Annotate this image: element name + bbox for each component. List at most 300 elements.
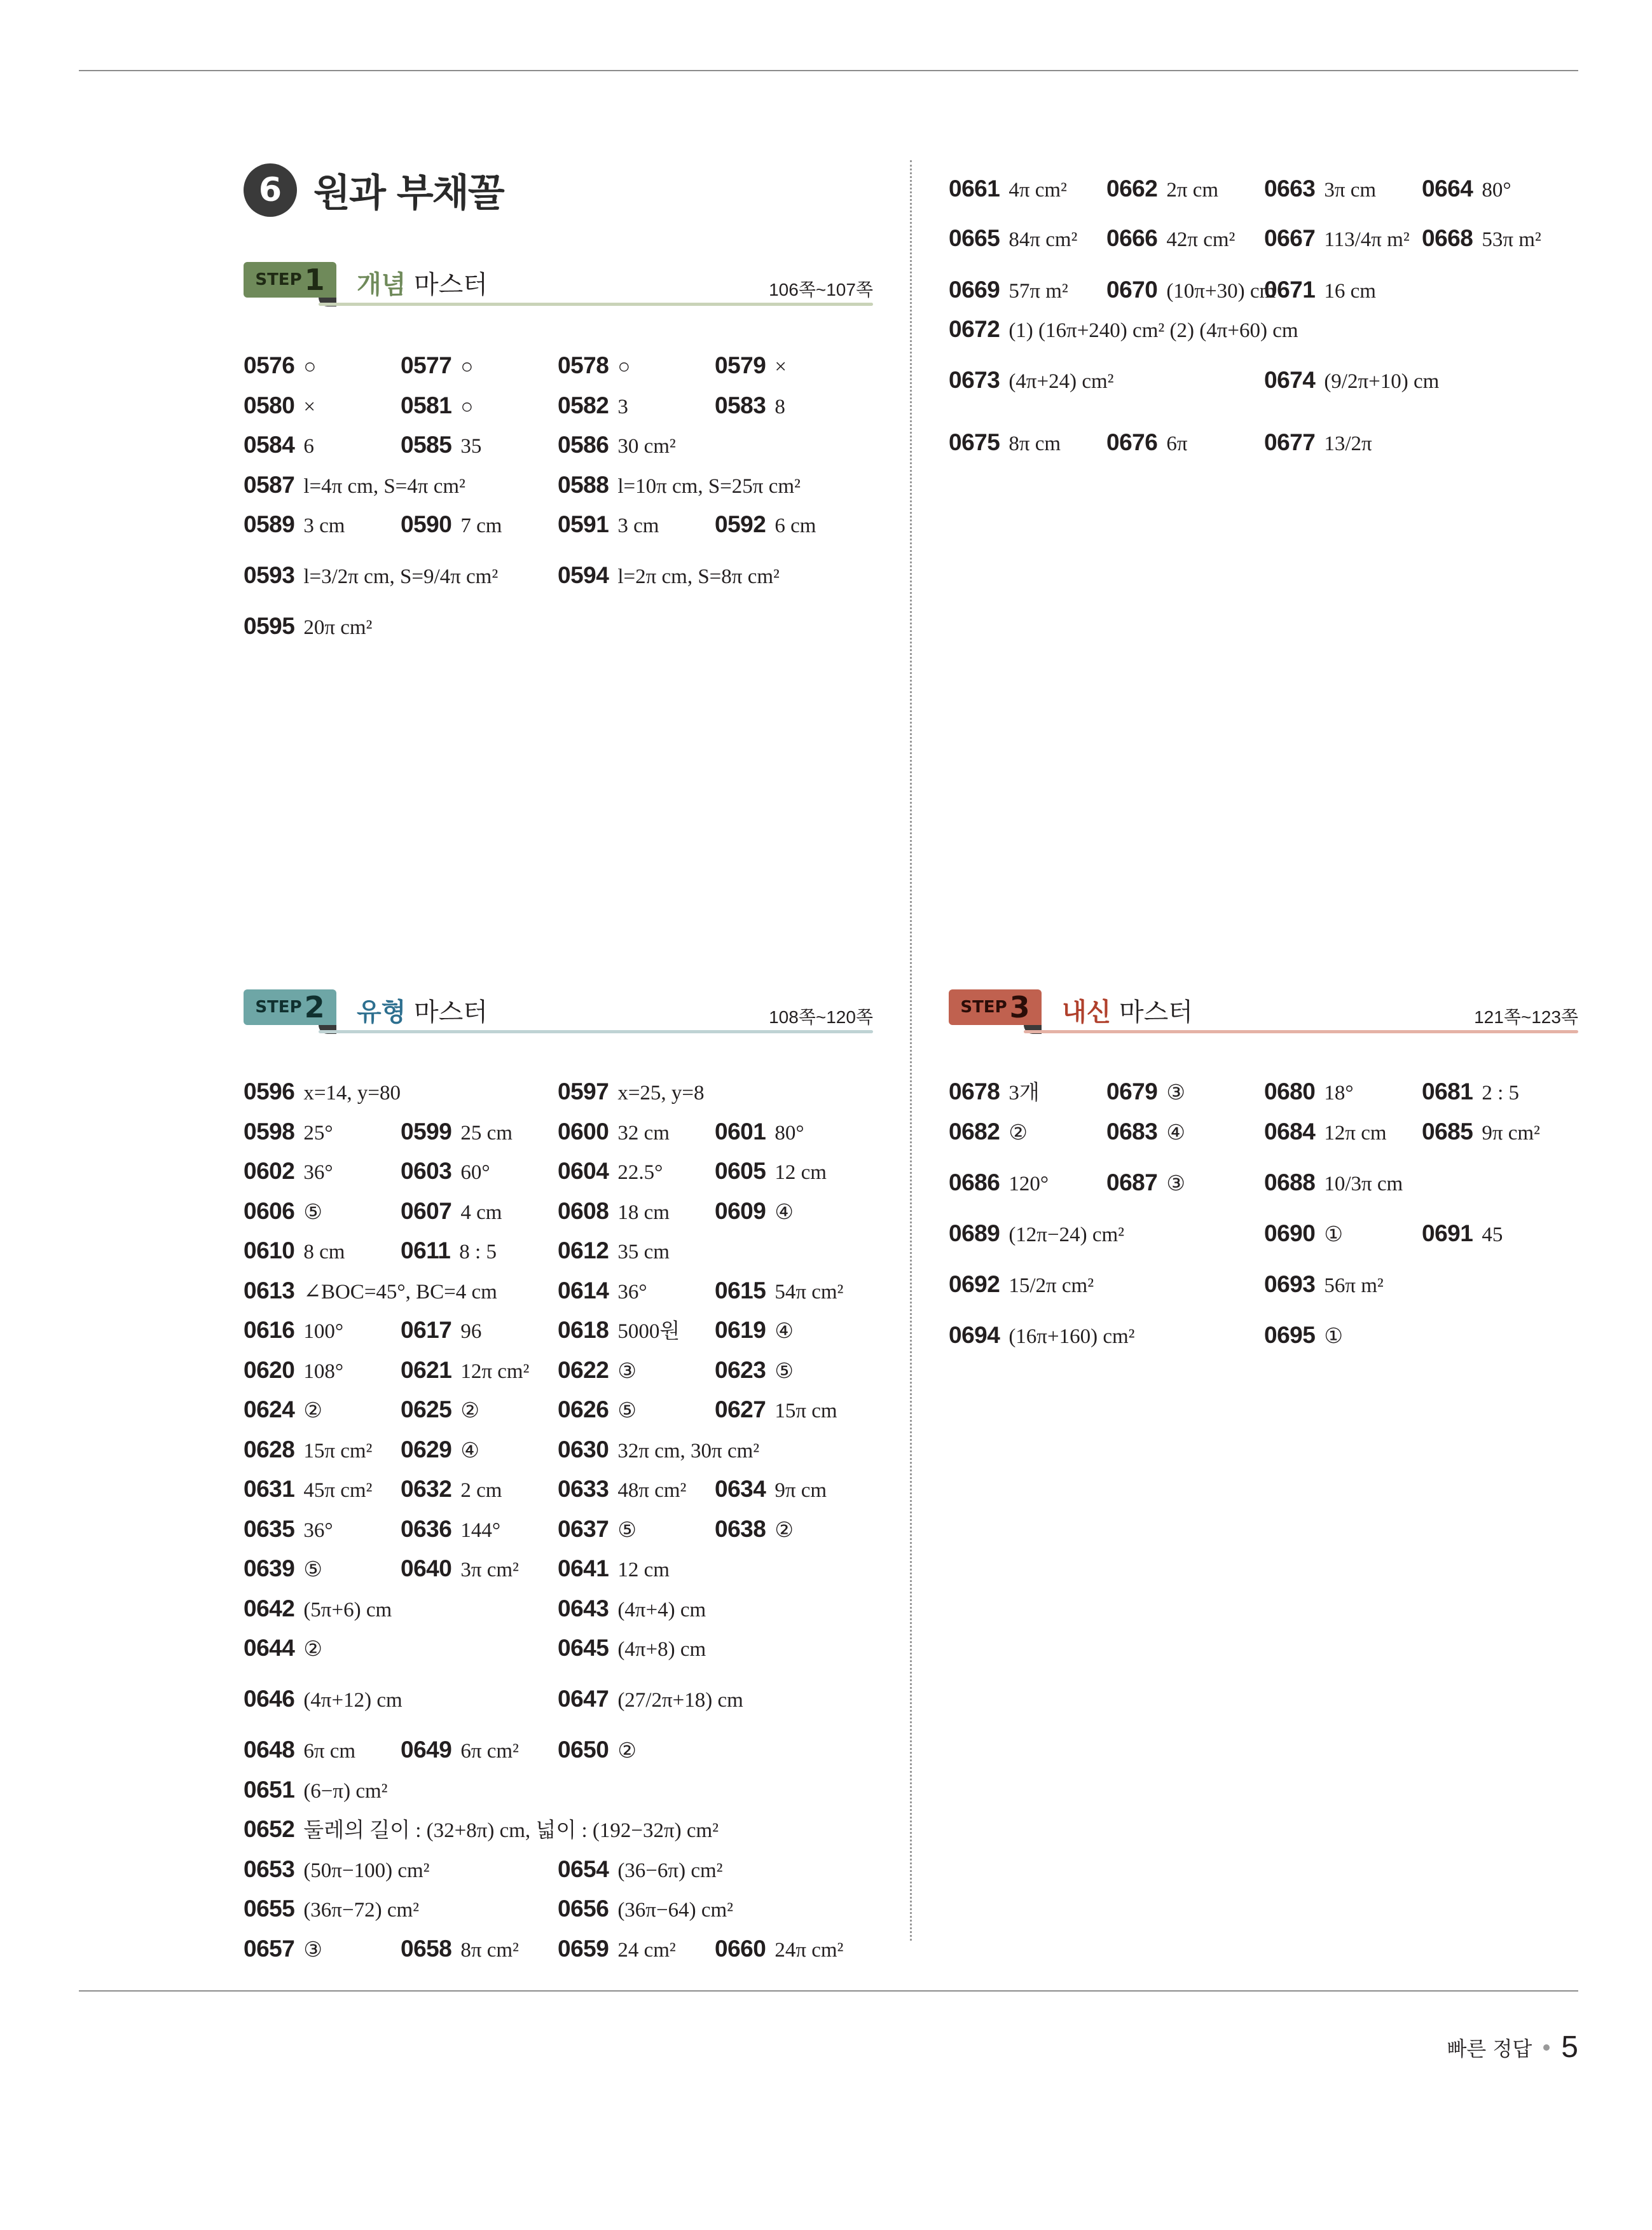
answer-item [558,1686,743,1713]
answer-item [244,1817,719,1843]
answer-item [558,1896,733,1923]
question-number: 0661 [949,176,1000,202]
answer-value: 5000원 [617,1320,680,1343]
answer-value: ③ [1166,1082,1185,1105]
question-number: 0679 [1106,1078,1158,1105]
answer-item [401,1437,479,1464]
answer-item [244,1556,322,1583]
question-number: 0641 [558,1555,609,1581]
answer-item [1264,226,1410,252]
answer-item [244,563,498,589]
question-number: 0689 [949,1220,1000,1246]
answer-item [244,1777,388,1804]
answer-item [1422,1119,1540,1146]
answer-value: 2 : 5 [1482,1082,1519,1105]
answer-item [244,1318,343,1344]
answer-value: ⑤ [617,1400,637,1422]
answer-value: 80° [774,1122,804,1145]
answer-item [1264,1170,1403,1197]
answer-item [949,176,1067,203]
question-number: 0612 [558,1237,609,1263]
step-badge-text: STEP [960,998,1007,1017]
answer-value: 3 cm [303,514,345,537]
question-number: 0663 [1264,176,1316,202]
answer-item [1264,430,1372,457]
question-number: 0646 [244,1686,295,1712]
answer-item [558,1199,670,1225]
answer-item [715,512,816,539]
answer-item [1106,1119,1185,1146]
question-number: 0590 [401,511,452,537]
page-number: 5 [1561,2030,1578,2064]
answer-value: (16π+160) cm² [1008,1325,1135,1348]
answer-value: 84π cm² [1008,228,1078,251]
answer-item [244,432,314,459]
answer-value: x=14, y=80 [303,1082,401,1105]
answer-value: ○ [617,355,631,378]
answer-value: 6π cm² [460,1740,519,1763]
answer-item [1422,226,1541,252]
question-number: 0631 [244,1476,295,1502]
answer-item [1422,176,1511,203]
question-number: 0616 [244,1317,295,1343]
answer-value: ② [617,1740,637,1763]
chapter-heading [244,163,504,217]
question-number: 0660 [715,1936,766,1962]
question-number: 0666 [1106,225,1158,251]
answer-value: ⑤ [617,1519,637,1542]
answer-value: (10π+30) cm [1166,280,1276,303]
answer-value: (4π+24) cm² [1008,370,1114,393]
question-number: 0622 [558,1357,609,1383]
answer-item [1264,368,1439,394]
answer-item [558,1596,706,1623]
question-number: 0608 [558,1198,609,1224]
question-number: 0691 [1422,1220,1473,1246]
answer-value: 32 cm [617,1122,670,1145]
answer-value: 8π cm² [460,1939,519,1962]
answer-item [558,393,628,420]
question-number: 0692 [949,1271,1000,1297]
answer-item [401,1238,497,1265]
answer-item [244,1596,392,1623]
question-number: 0610 [244,1237,295,1263]
answer-item [244,1397,322,1424]
answer-value: ○ [303,355,317,378]
answer-item [401,1199,502,1225]
question-number: 0664 [1422,176,1473,202]
step-label-rest: 마스터 [406,270,488,299]
answer-value: 53π m² [1482,228,1541,251]
answer-item [244,1079,401,1106]
answer-value: 6 cm [774,514,816,537]
question-number: 0603 [401,1158,452,1184]
answer-item [715,393,785,420]
question-number: 0599 [401,1118,452,1145]
answer-item [949,1272,1094,1298]
answer-item [1106,1170,1185,1197]
answer-item [401,1517,500,1543]
answer-value: 57π m² [1008,280,1068,303]
question-number: 0629 [401,1436,452,1463]
question-number: 0635 [244,1516,295,1542]
answer-value: (4π+4) cm [617,1599,706,1621]
answer-value: (9/2π+10) cm [1324,370,1440,393]
answer-item [558,1437,759,1464]
question-number: 0680 [1264,1078,1316,1105]
answer-item [715,1159,827,1185]
question-number: 0611 [401,1237,451,1263]
answer-value: (36π−64) cm² [617,1899,734,1922]
question-number: 0695 [1264,1322,1316,1348]
question-number: 0621 [401,1357,452,1383]
answer-item [558,1737,637,1764]
question-number: 0600 [558,1118,609,1145]
answer-item [244,1159,333,1185]
answer-item [715,1476,827,1503]
answer-value: ③ [1166,1173,1185,1195]
question-number: 0623 [715,1357,766,1383]
answer-value: 120° [1008,1173,1049,1195]
step3-header [949,989,1578,1034]
answer-value: ① [1324,1325,1343,1348]
question-number: 0587 [244,472,295,498]
question-number: 0609 [715,1198,766,1224]
question-number: 0633 [558,1476,609,1502]
answer-value: 12π cm² [460,1360,530,1383]
answer-item [949,368,1114,394]
question-number: 0672 [949,316,1000,342]
question-number: 0588 [558,472,609,498]
answer-item [949,317,1298,343]
question-number: 0669 [949,277,1000,303]
answer-item [1422,1221,1503,1248]
answer-value: 16 cm [1324,280,1376,303]
answer-item [715,1397,837,1424]
answer-value: (50π−100) cm² [303,1859,430,1882]
answer-item [715,1119,804,1146]
answer-value: ④ [774,1201,794,1224]
question-number: 0658 [401,1936,452,1962]
question-number: 0592 [715,511,766,537]
question-number: 0645 [558,1635,609,1661]
answer-item [1106,176,1218,203]
answer-item [1264,1323,1343,1349]
question-number: 0605 [715,1158,766,1184]
question-number: 0578 [558,352,609,378]
answer-item [558,1397,637,1424]
answer-item [401,393,473,420]
answer-item [558,472,801,499]
answer-item [401,1397,479,1424]
answer-item [1106,277,1276,304]
answer-item [244,393,315,420]
answer-item [244,1199,322,1225]
question-number: 0601 [715,1118,766,1145]
answer-value: × [303,396,315,418]
question-number: 0659 [558,1936,609,1962]
answer-item [949,226,1077,252]
answer-item [558,1159,663,1185]
answer-value: 18° [1324,1082,1354,1105]
question-number: 0639 [244,1555,295,1581]
answer-value: 36° [303,1519,333,1542]
answer-value: l=2π cm, S=8π cm² [617,565,780,588]
answer-value: 36° [303,1161,333,1184]
answer-item [949,1323,1135,1349]
answer-item [558,1079,705,1106]
bottom-rule [79,1990,1578,1992]
step-label-bold: 개념 [357,270,406,299]
question-number: 0584 [244,432,295,458]
answer-item [401,432,481,459]
answer-value: ② [303,1638,322,1661]
answer-item [558,1278,647,1305]
answer-item [949,1079,1040,1106]
question-number: 0694 [949,1322,1000,1348]
answer-item [244,1238,345,1265]
answer-item [401,1159,490,1185]
answer-item [401,1936,519,1963]
answer-value: 12 cm [617,1559,670,1581]
answer-item [558,1936,676,1963]
answer-value: ② [460,1400,479,1422]
step3-pages: 121쪽~123쪽 [1474,1007,1578,1027]
question-number: 0682 [949,1118,1000,1145]
answer-item [949,430,1061,457]
step2-header [244,989,873,1034]
step-badge-text: STEP [255,270,302,289]
answer-value: 8π cm [1008,432,1061,455]
answer-item [401,1318,481,1344]
answer-item [949,1170,1049,1197]
question-number: 0651 [244,1777,295,1803]
question-number: 0687 [1106,1169,1158,1195]
answer-value: 48π cm² [617,1479,687,1502]
answer-item [558,512,659,539]
answer-item [715,1278,843,1305]
answer-value: 24π cm² [774,1939,844,1962]
question-number: 0693 [1264,1271,1316,1297]
question-number: 0606 [244,1198,295,1224]
question-number: 0668 [1422,225,1473,251]
answer-item [715,1318,794,1344]
question-number: 0595 [244,613,295,639]
answer-item [1264,176,1376,203]
answer-value: x=25, y=8 [617,1082,705,1105]
answer-value: 8 cm [303,1241,345,1263]
question-number: 0594 [558,562,609,588]
answer-item [715,353,787,380]
answer-value: ○ [460,355,474,378]
answer-value: 32π cm, 30π cm² [617,1440,760,1463]
question-number: 0589 [244,511,295,537]
question-number: 0686 [949,1169,1000,1195]
question-number: 0681 [1422,1078,1473,1105]
question-number: 0636 [401,1516,452,1542]
question-number: 0674 [1264,367,1316,393]
answer-value: 8 : 5 [459,1241,497,1263]
question-number: 0626 [558,1396,609,1422]
answer-value: 35 [460,435,482,458]
answer-value: 3개 [1008,1082,1040,1105]
answer-item [244,1686,403,1713]
step2-underline [319,1030,873,1033]
question-number: 0625 [401,1396,452,1422]
step1-pages: 106쪽~107쪽 [769,280,873,299]
question-number: 0619 [715,1317,766,1343]
question-number: 0647 [558,1686,609,1712]
question-number: 0675 [949,429,1000,455]
answer-item [244,1737,355,1764]
question-number: 0653 [244,1856,295,1882]
answer-item [401,1737,519,1764]
question-number: 0665 [949,225,1000,251]
answer-item [558,1635,706,1662]
question-number: 0677 [1264,429,1316,455]
question-number: 0649 [401,1737,452,1763]
answer-item [558,1318,680,1344]
question-number: 0627 [715,1396,766,1422]
chapter-number: 6 [244,163,297,217]
answer-value: 10/3π cm [1324,1173,1403,1195]
question-number: 0652 [244,1816,295,1842]
answer-value: ∠BOC=45°, BC=4 cm [303,1281,497,1304]
answer-item [1106,226,1235,252]
answer-item [244,472,465,499]
answer-value: (27/2π+18) cm [617,1689,743,1712]
answer-value: 9π cm² [1482,1122,1540,1145]
question-number: 0656 [558,1896,609,1922]
answer-value: 20π cm² [303,616,373,639]
answer-item [1264,1221,1343,1248]
answer-value: 6π cm [303,1740,356,1763]
question-number: 0581 [401,392,452,418]
answer-value: 6 [303,435,314,458]
question-number: 0586 [558,432,609,458]
answer-value: 15π cm [774,1400,837,1422]
answer-value: (4π+12) cm [303,1689,403,1712]
step-badge-number: 1 [304,263,325,297]
question-number: 0670 [1106,277,1158,303]
answer-item [1264,1272,1384,1298]
answer-value: ○ [460,396,474,418]
answer-value: 24 cm² [617,1939,676,1962]
answer-value: 3π cm² [460,1559,519,1581]
step-badge-text: STEP [255,998,302,1017]
answer-value: 25 cm [460,1122,513,1145]
question-number: 0637 [558,1516,609,1542]
answer-item [244,1635,322,1662]
question-number: 0638 [715,1516,766,1542]
answer-item [715,1199,794,1225]
step-label-rest: 마스터 [406,998,488,1027]
question-number: 0657 [244,1936,295,1962]
question-number: 0630 [558,1436,609,1463]
answer-value: 35 cm [617,1241,670,1263]
answer-item [244,1437,372,1464]
answer-item [949,1221,1124,1248]
answer-value: l=3/2π cm, S=9/4π cm² [303,565,499,588]
answer-value: 3 cm [617,514,659,537]
answer-value: 45π cm² [303,1479,373,1502]
answer-value: ④ [774,1320,794,1343]
answer-value: 60° [460,1161,490,1184]
step-label-rest: 마스터 [1111,998,1193,1027]
question-number: 0602 [244,1158,295,1184]
question-number: 0618 [558,1317,609,1343]
answer-item [558,1556,670,1583]
question-number: 0684 [1264,1118,1316,1145]
answer-item [1422,1079,1519,1106]
question-number: 0620 [244,1357,295,1383]
question-number: 0676 [1106,429,1158,455]
answer-item [558,1476,686,1503]
answer-item [715,1517,794,1543]
answer-value: 둘레의 길이 : (32+8π) cm, 넓이 : (192−32π) cm² [303,1819,719,1842]
answer-value: 80° [1482,179,1511,202]
answer-item [1106,1079,1185,1106]
answer-item [558,1119,670,1146]
answer-value: 96 [460,1320,482,1343]
answer-value: 12 cm [774,1161,827,1184]
answer-value: ② [303,1400,322,1422]
step3-underline [1024,1030,1578,1033]
answer-item [715,1358,794,1384]
answer-value: 15π cm² [303,1440,373,1463]
answer-item [558,1517,637,1543]
answer-item [401,1358,529,1384]
question-number: 0678 [949,1078,1000,1105]
answer-value: 42π cm² [1166,228,1236,251]
question-number: 0596 [244,1078,295,1105]
question-number: 0624 [244,1396,295,1422]
answer-value: 56π m² [1324,1274,1384,1297]
question-number: 0617 [401,1317,452,1343]
question-number: 0580 [244,392,295,418]
answer-item [558,353,630,380]
answer-value: 100° [303,1320,344,1343]
question-number: 0582 [558,392,609,418]
answer-value: 54π cm² [774,1281,844,1304]
answer-value: 9π cm [774,1479,827,1502]
question-number: 0654 [558,1856,609,1882]
answer-value: ⑤ [774,1360,794,1383]
question-number: 0655 [244,1896,295,1922]
answer-value: l=4π cm, S=4π cm² [303,475,465,498]
answer-value: ⑤ [303,1201,322,1224]
answer-item [244,1936,322,1963]
answer-item [558,563,780,589]
question-number: 0683 [1106,1118,1158,1145]
question-number: 0648 [244,1737,295,1763]
answer-value: ② [774,1519,794,1542]
answer-value: 30 cm² [617,435,676,458]
answer-item [244,1358,343,1384]
answer-value: 3 [617,396,628,418]
answer-value: 8 [774,396,785,418]
answer-value: 13/2π [1324,432,1372,455]
answer-item [558,1857,723,1883]
footer-label: 빠른 정답 [1447,2036,1532,2061]
answer-item [401,1119,513,1146]
footer [1447,2030,1578,2065]
question-number: 0632 [401,1476,452,1502]
answer-value: ② [1008,1122,1028,1145]
step1-label [357,265,488,301]
answer-value: ⑤ [303,1559,322,1581]
answer-item [715,1936,843,1963]
